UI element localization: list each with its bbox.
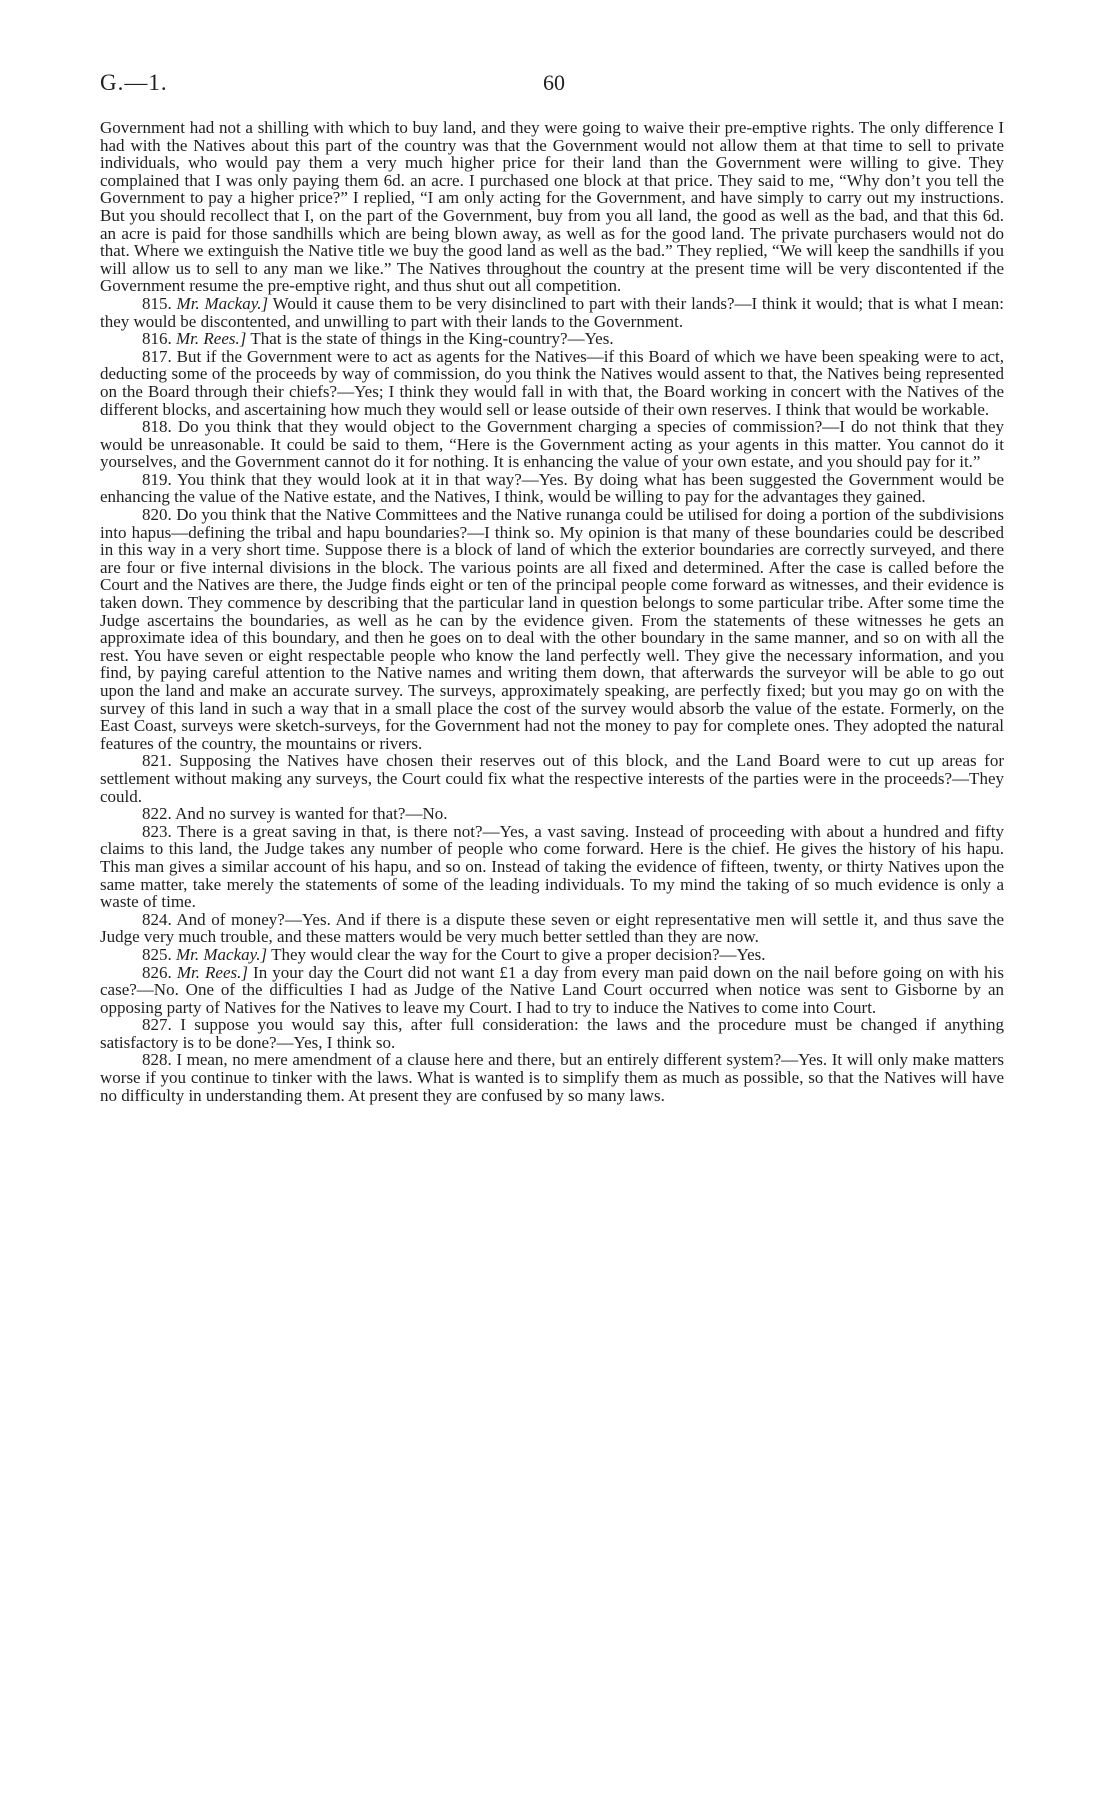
page-body xyxy=(100,119,1004,1104)
question-text: And no survey is wanted for that?—No. xyxy=(175,804,448,824)
question-821 xyxy=(100,752,1004,805)
question-826 xyxy=(100,964,1004,1017)
question-number: 828. xyxy=(142,1050,172,1070)
question-number: 827. xyxy=(142,1015,172,1035)
question-823 xyxy=(100,823,1004,911)
question-number: 821. xyxy=(142,751,172,771)
question-text: Do you think that they would object to the Government charging a species of commission?—I do not think that they would be unreasonable. It could be said to them, “Here is the Government acting as your agents in this matter. You cannot do it yourselves, and the Government cannot do it for nothing. It is enhancing the value of your own estate, and you should pay for it.” xyxy=(100,417,1004,472)
question-number: 815. xyxy=(142,293,172,313)
page-header xyxy=(100,70,1008,104)
question-text: I mean, no mere amendment of a clause here and there, but an entirely different system?—Yes. It will only make matters worse if you continue to tinker with the laws. What is wanted is to simplify them as much as possible, so that the Natives will have no difficulty in understanding them. At present they are confused by so many laws. xyxy=(100,1050,1004,1105)
question-text: They would clear the way for the Court to give a proper decision?—Yes. xyxy=(271,944,766,964)
question-number: 823. xyxy=(142,821,172,841)
question-number: 822. xyxy=(142,804,172,824)
question-text: That is the state of things in the King-country?—Yes. xyxy=(250,329,614,349)
page-number: 60 xyxy=(543,70,565,95)
question-text: There is a great saving in that, is there not?—Yes, a vast saving. Instead of proceeding with about a hundred and fifty claims to this land, the Judge takes any number of people who come forward. Here is the chief. He gives the history of his hapu. This man gives a similar account of his hapu, and so on. Instead of taking the evidence of fifteen, twenty, or thirty Natives upon the same matter, take merely the statements of some of the leading individuals. To my mind the taking of so much evidence is only a waste of time. xyxy=(100,821,1004,912)
question-number: 819. xyxy=(142,469,172,489)
question-number: 824. xyxy=(142,909,172,929)
question-number: 825. xyxy=(142,944,172,964)
question-827 xyxy=(100,1016,1004,1051)
speaker: Mr. Mackay.] xyxy=(176,293,269,313)
question-822 xyxy=(100,805,1004,823)
question-number: 817. xyxy=(142,346,172,366)
document-reference: G.—1. xyxy=(100,70,168,95)
question-824 xyxy=(100,911,1004,946)
question-817 xyxy=(100,348,1004,418)
question-819 xyxy=(100,471,1004,506)
speaker: Mr. Rees.] xyxy=(176,329,247,349)
speaker: Mr. Rees.] xyxy=(176,962,248,982)
question-number: 816. xyxy=(142,329,172,349)
speaker: Mr. Mackay.] xyxy=(176,944,268,964)
continuation-paragraph: Government had not a shilling with which to buy land, and they were going to waive their pre-emptive rights. The only difference I had with the Natives about this part of the country was that the Government would not allow them at that time to sell to private individuals, who would pay them a very much higher price for their land than the Government were willing to give. They complained that I was only paying them 6d. an acre. I purchased one block at that price. They said to me, “Why don’t you tell the Government to pay a higher price?” I replied, “I am only acting for the Government, and have simply to carry out my instructions. But you should recollect that I, on the part of the Government, buy from you all land, the good as well as the bad, and that this 6d. an acre is paid for those sandhills which are being blown away, as well as for the good land. The private purchasers would not do that. Where we extinguish the Native title we buy the good land as well as the bad.” They replied, “We will keep the sandhills if you will allow us to sell to any man we like.” The Natives throughout the country at the present time will be very discontented if the Government resume the pre-emptive right, and thus shut out all competition. xyxy=(100,118,1004,296)
question-816 xyxy=(100,330,1004,348)
question-number: 820. xyxy=(142,505,172,525)
question-text: You think that they would look at it in that way?—Yes. By doing what has been suggested the Government would be enhancing the value of the Native estate, and the Natives, I think, would be willing to pay for the advantages they gained. xyxy=(100,469,1005,507)
question-text: Would it cause them to be very disinclined to part with their lands?—I think it would; that is what I mean: they would be discontented, and unwilling to part with their lands to the Government. xyxy=(100,293,1005,331)
question-text: Do you think that the Native Committees and the Native runanga could be utilised for doing a portion of the subdivisions into hapus—defining the tribal and hapu boundaries?—I think so. My opinion is that many of these boundaries could be described in this way in a very short time. Suppose there is a block of land of which the exterior boundaries are correctly surveyed, and there are four or five internal divisions in the block. The various points are all fixed and determined. After the case is called before the Court and the Natives are there, the Judge finds eight or ten of the principal people come forward as witnesses, and their evidence is taken down. They commence by describing that the particular land in question belongs to some particular tribe. After some time the Judge ascertains the boundaries, as well as he can by the evidence given. From the statements of these witnesses he gets an approximate idea of this boundary, and then he goes on to deal with the other boundary in the same manner, and so on with all the rest. You have seven or eight respectable people who know the land perfectly well. They give the necessary information, and you find, by paying careful attention to the Native names and writing them down, that afterwards the surveyor will be able to go out upon the land and make an accurate survey. The surveys, approximately speaking, are perfectly fixed; but you may go on with the survey of this land in such a way that in a small place the cost of the survey would absorb the value of the estate. Formerly, on the East Coast, surveys were sketch-surveys, for the Government had not the money to pay for complete ones. They adopted the natural features of the country, the mountains or rivers. xyxy=(100,505,1005,753)
question-text: But if the Government were to act as agents for the Natives—if this Board of which we have been speaking were to act, deducting some of the proceeds by way of commission, do you think the Natives would assent to that, the Natives being represented on the Board through their chiefs?—Yes; I think they would fall in with that, the Board working in concert with the Natives of the different blocks, and ascertaining how much they would sell or lease outside of their own reserves. I think that would be workable. xyxy=(100,346,1005,419)
question-815 xyxy=(100,295,1004,330)
question-818 xyxy=(100,418,1004,471)
question-text: Supposing the Natives have chosen their reserves out of this block, and the Land Board were to cut up areas for settlement without making any surveys, the Court could fix what the respective interests of the parties were in the proceeds?—They could. xyxy=(100,751,1004,806)
question-text: And of money?—Yes. And if there is a dispute these seven or eight representative men will settle it, and thus save the Judge very much trouble, and these matters would be very much better settled than they are now. xyxy=(100,909,1004,947)
question-number: 826. xyxy=(142,962,172,982)
question-text: I suppose you would say this, after full consideration: the laws and the procedure must be changed if anything satisfactory is to be done?—Yes, I think so. xyxy=(100,1015,1004,1052)
question-825 xyxy=(100,946,1004,964)
question-number: 818. xyxy=(142,417,172,437)
question-text: In your day the Court did not want £1 a day from every man paid down on the nail before going on with his case?—No. One of the difficulties I had as Judge of the Native Land Court occurred when notice was sent to Gisborne by an opposing party of Natives for the Natives to leave my Court. I had to try to induce the Natives to come into Court. xyxy=(100,962,1004,1017)
question-828 xyxy=(100,1051,1004,1104)
question-820 xyxy=(100,506,1004,752)
